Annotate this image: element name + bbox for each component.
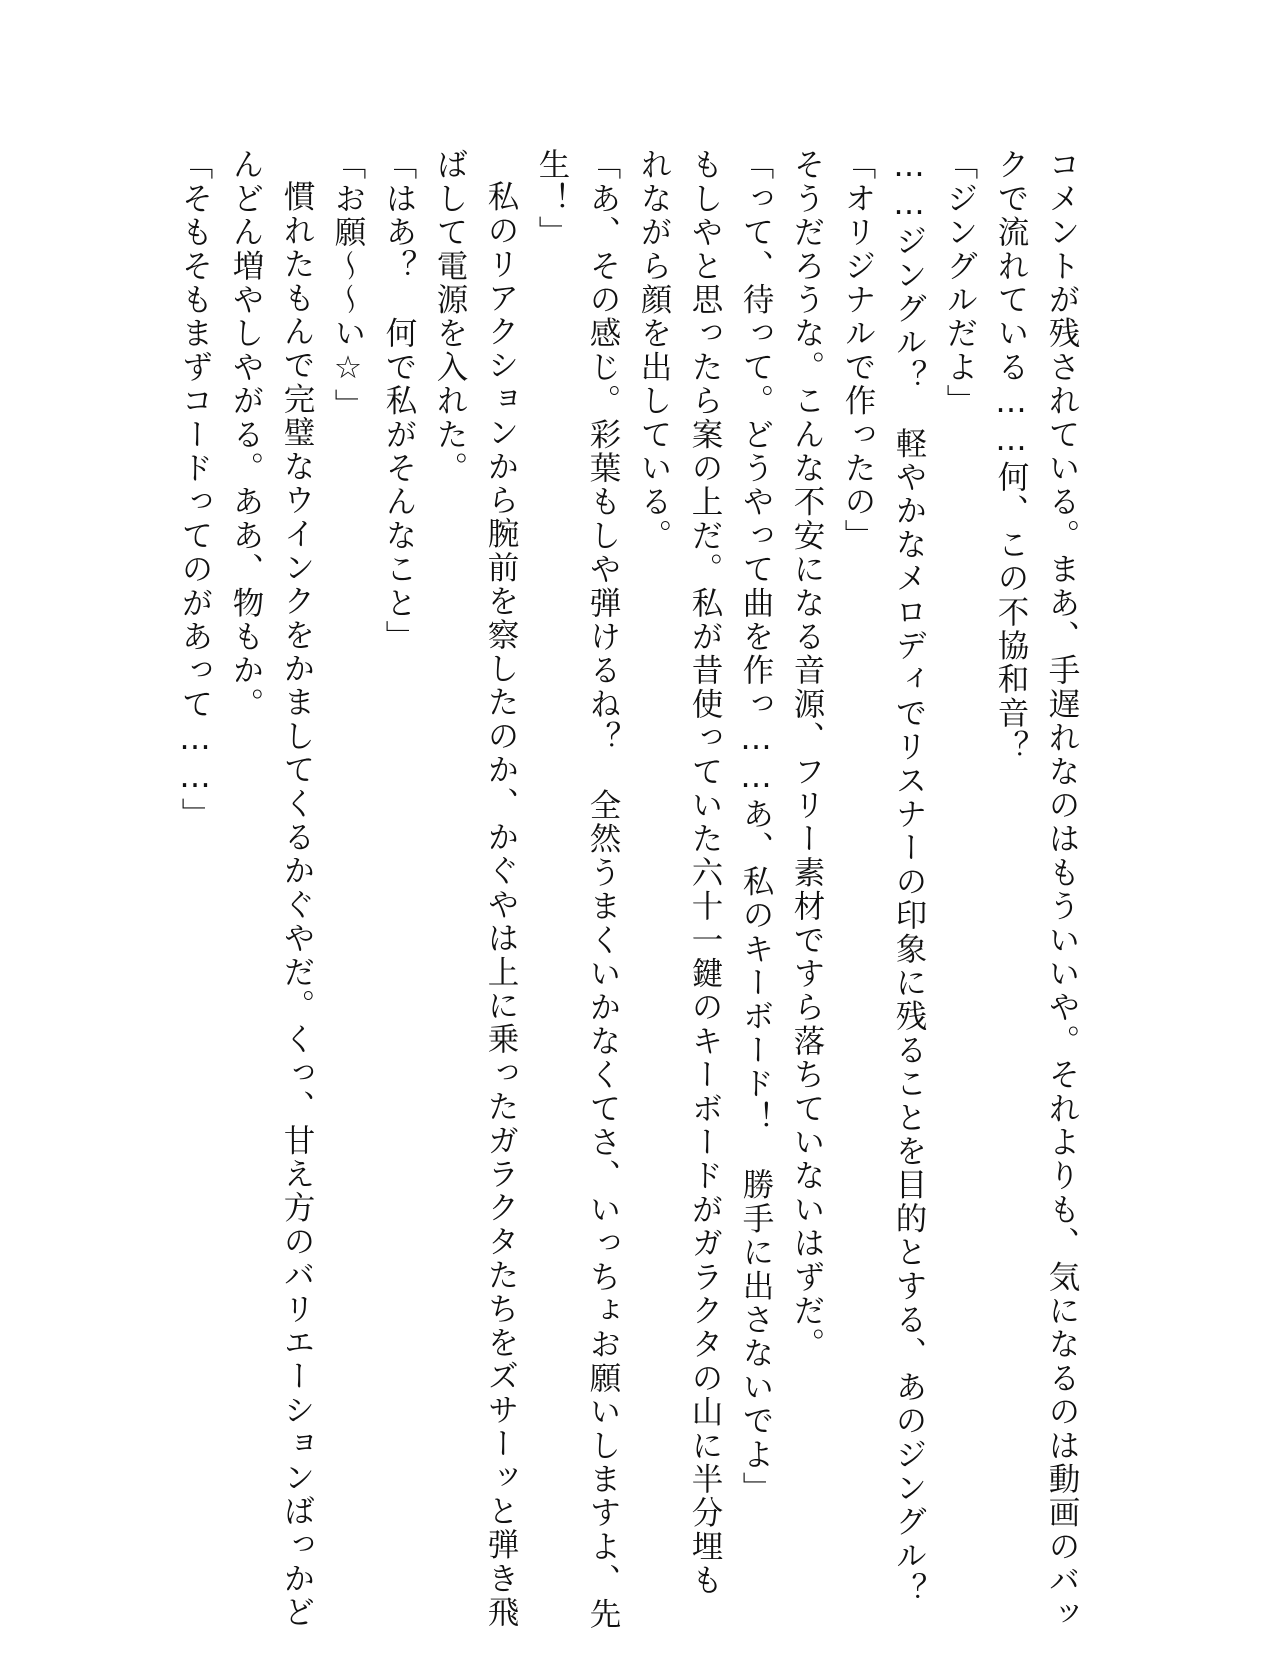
text-line: ばして電源を入れた。 [432,148,468,485]
text-line: 私のリアクションから腕前を察したのか、かぐやは上に乗ったガラクタたちをズサーッと弾き飛 [483,180,519,1630]
text-line: 「はあ？ 何で私がそんなこと」 [381,148,417,654]
text-line: 「オリジナルで作ったの」 [840,148,876,553]
text-line: ……ジングル？ 軽やかなメロディでリスナーの印象に残ることを目的とする、あのジングル？ [891,148,927,1607]
text-line: 「そもそもまずコードってのがあって……」 [177,148,213,831]
text-line: んどん増やしやがる。ああ、物もか。 [228,148,264,721]
text-line: 「ジングルだよ」 [942,148,978,418]
text-line: 「お願〜〜い☆」 [330,148,366,423]
text-line: 「あ、その感じ。彩葉もしや弾けるね？ 全然うまくいかなくてさ、いっちょお願いしますよ、先 [585,148,621,1631]
text-line: そうだろうな。こんな不安になる音源、フリー素材ですら落ちていないはずだ。 [789,148,825,1362]
text-line: クで流れている……何、この不協和音？ [993,148,1029,764]
text-line: 生！」 [534,148,570,250]
text-line: もしやと思ったら案の上だ。私が昔使っていた六十一鍵のキーボードがガラクタの山に半分埋も [687,148,723,1598]
text-line: コメントが残されている。まあ、手遅れなのはもういいや。それよりも、気になるのは動画のバッ [1044,148,1080,1631]
text-line: 慣れたもんで完璧なウインクをかましてくるかぐやだ。くっ、甘え方のバリエーションばっかど [279,180,315,1630]
text-line: れながら顔を出している。 [636,148,672,553]
text-line: 「って、待って。どうやって曲を作っ……あ、私のキーボード！ 勝手に出さないでよ」 [738,148,774,1505]
